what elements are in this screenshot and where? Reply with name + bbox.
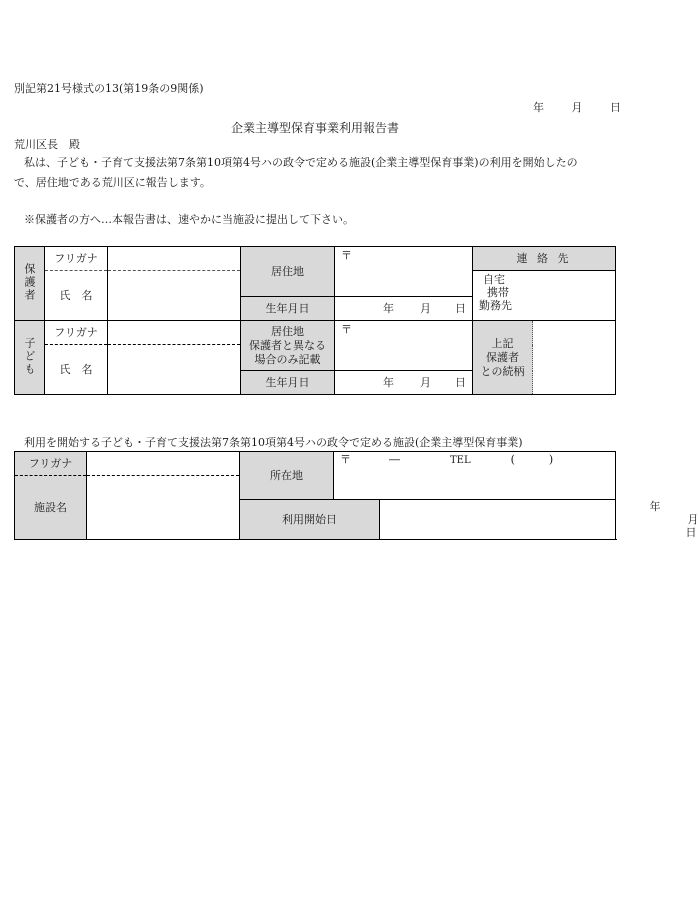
child-birthdate-label: 生年月日 [241,371,335,395]
day-mark: 日 [685,526,697,539]
child-residence-line-2: 保護者と異なる [249,338,326,352]
contact-mobile: 携帯 [487,286,509,299]
facility-name-label: 施設名 [15,476,87,540]
child-furigana-field[interactable] [108,321,241,345]
facility-heading: 利用を開始する子ども・子育て支援法第7条第10項第4号ハの政令で定める施設(企業主導型保育事業) [24,436,523,449]
contact-field[interactable] [473,271,616,321]
postal-mark: 〒 [341,323,352,336]
tel-paren-close: ) [548,453,554,466]
child-residence-line-1: 居住地 [271,324,304,338]
relation-line-1: 上記 [491,336,514,350]
guardian-residence-field[interactable] [335,247,473,297]
date-day: 日 [610,101,621,114]
postal-mark: 〒 [341,249,352,262]
statement-line-2: で、居住地である荒川区に報告します。 [14,176,211,189]
addressee: 荒川区長 殿 [14,138,80,151]
postal-mark: 〒 [340,453,351,466]
child-name-field[interactable] [108,345,241,395]
guardian-name-field[interactable] [108,271,241,321]
date-year: 年 [533,101,544,114]
relation-field[interactable] [533,321,616,395]
year-mark: 年 [649,500,661,513]
contact-home: 自宅 [483,273,505,286]
guardian-label: 保護者 [23,262,36,302]
contact-work: 勤務先 [479,299,512,312]
document-title: 企業主導型保育事業利用報告書 [231,121,400,135]
statement-line-1: 私は、子ども・子育て支援法第7条第10項第4号ハの政令で定める施設(企業主導型保育事業)の利用を開始したの [24,156,578,169]
child-label: 子ども [23,336,36,376]
child-furigana-label: フリガナ [45,321,108,345]
child-label-cell [15,321,45,395]
postal-dash: ― [389,453,400,466]
relation-line-2: 保護者 [486,350,519,364]
date-line [533,99,621,115]
start-date-label: 利用開始日 [240,500,380,540]
facility-furigana-label: フリガナ [15,452,87,476]
guardian-furigana-label: フリガナ [45,247,108,271]
guardian-furigana-field[interactable] [108,247,241,271]
guardian-name-label: 氏 名 [45,271,108,321]
facility-furigana-field[interactable] [87,452,240,476]
facility-location-label: 所在地 [240,452,334,500]
start-date-spacer [380,500,616,540]
guardian-label-cell [15,247,45,321]
date-month: 月 [571,101,583,114]
child-name-label: 氏 名 [45,345,108,395]
child-residence-line-3: 場合のみ記載 [254,352,321,366]
guardian-residence-label: 居住地 [241,247,335,297]
facility-location-field[interactable] [334,452,616,500]
relation-line-3: との続柄 [480,364,525,378]
day-mark: 日 [455,376,466,389]
month-mark: 月 [687,513,699,526]
tel-label: TEL [450,455,471,466]
month-mark: 月 [420,376,431,389]
child-residence-label [241,321,335,371]
form-reference: 別記第21号様式の13(第19条の9関係) [14,82,204,95]
year-mark: 年 [383,376,394,389]
child-residence-field[interactable] [335,321,473,371]
facility-table [14,451,699,540]
facility-name-field[interactable] [87,476,240,540]
guardian-note: ※保護者の方へ…本報告書は、速やかに当施設に提出して下さい。 [24,213,354,226]
day-mark: 日 [455,302,466,315]
guardian-birthdate-label: 生年月日 [241,297,335,321]
applicant-table [14,246,616,395]
relation-label [473,321,533,395]
year-mark: 年 [383,302,394,315]
month-mark: 月 [420,302,431,315]
child-birthdate-field[interactable] [335,371,473,395]
contact-header: 連 絡 先 [473,247,616,271]
guardian-birthdate-field[interactable] [335,297,473,321]
tel-paren-open: ( [510,453,515,466]
